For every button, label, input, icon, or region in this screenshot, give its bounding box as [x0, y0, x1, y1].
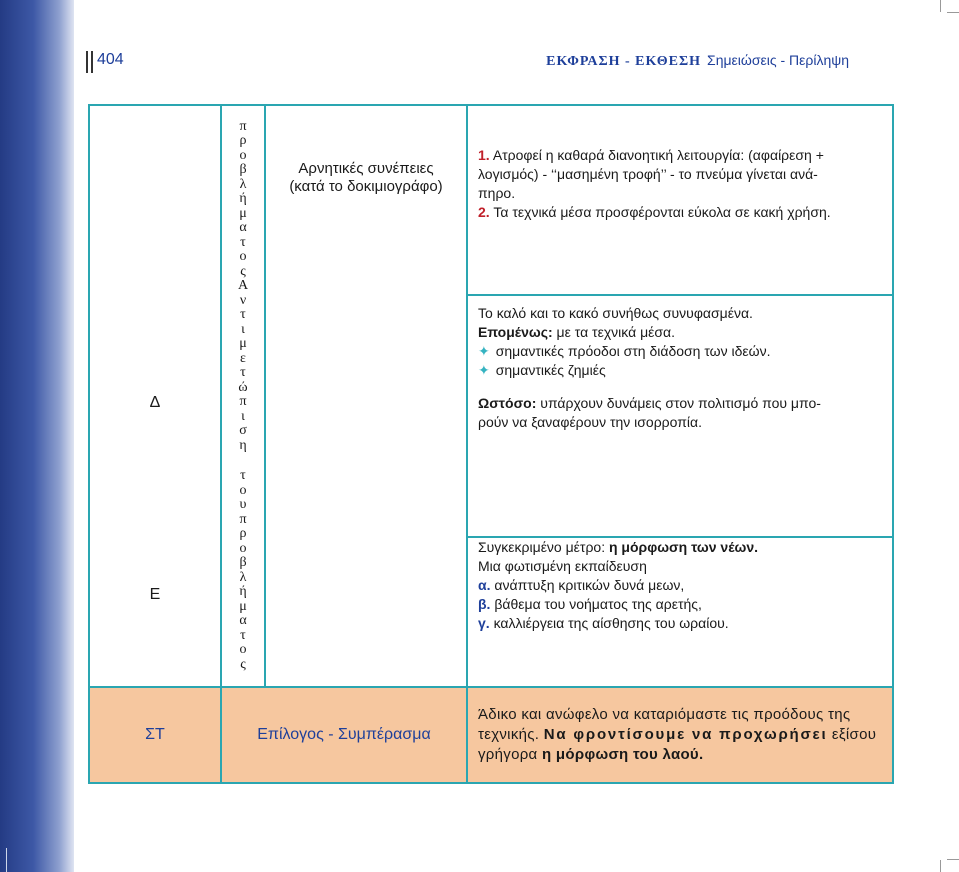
vertical-letter: λ [239, 569, 247, 585]
consequences-cell [467, 105, 893, 295]
crop-mark [947, 12, 959, 13]
bullet-text: σημαντικές πρόοδοι στη διάδοση των ιδεών. [495, 343, 771, 359]
vertical-letter: ε [240, 350, 246, 366]
however-text: ρούν να ξαναφέρουν την ισορροπία. [478, 414, 702, 430]
crop-mark [947, 859, 959, 860]
section-letter-st: ΣΤ [89, 687, 221, 783]
vertical-letter: τ [240, 307, 246, 323]
section-letter-e: Ε [149, 586, 161, 603]
however-text: υπάρχουν δυνάμεις στον πολιτισμό που μπο- [540, 395, 821, 411]
vertical-letter: β [239, 555, 247, 571]
vertical-letter: π [239, 118, 247, 134]
negative-consequences-subheading: (κατά το δοκιμιογράφο) [289, 178, 443, 195]
antithesis-line: με τα τεχνικά μέσα. [556, 324, 676, 340]
running-head-subtitle: Σημειώσεις - Περίληψη [707, 52, 849, 68]
vertical-heading [222, 118, 264, 675]
item-text: λογισμός) - ‘‘μασημένη τροφή’’ - το πνεύμα γίνεται ανά- [478, 166, 818, 182]
list-text: καλλιέργεια της αίσθησης του ωραίου. [493, 615, 729, 631]
list-label: α. [478, 577, 491, 593]
solution-cell [467, 537, 893, 687]
vertical-letter: μ [239, 205, 247, 221]
vertical-letter: η [239, 437, 247, 453]
vertical-letter: Α [237, 278, 249, 294]
section-letter-cell [89, 105, 221, 687]
vertical-letter: τ [240, 365, 246, 381]
epilogue-emphasis: Να φροντίσουμε να προχωρήσει [543, 726, 828, 743]
vertical-letter: ο [239, 147, 247, 163]
solution-line: Συγκεκριμένο μέτρο: [478, 539, 606, 555]
crop-mark [6, 848, 7, 872]
list-text: ανάπτυξη κριτικών δυνά μεων, [494, 577, 685, 593]
item-text: Ατροφεί η καθαρά διανοητική λειτουργία: (αφαίρεση + [492, 147, 824, 163]
vertical-letter: σ [239, 423, 247, 439]
epilogue-heading: Επίλογος - Συμπέρασμα [221, 687, 467, 783]
vertical-letter: ν [239, 292, 247, 308]
vertical-letter: β [239, 162, 247, 178]
epilogue-line: Άδικο και ανώφελο να καταριόμαστε τις προόδους της [478, 706, 851, 723]
vertical-letter: ο [239, 642, 247, 658]
summary-table [88, 104, 894, 784]
vertical-heading-cell [221, 105, 265, 687]
crop-mark [940, 860, 941, 872]
however-label: Ωστόσο: [478, 395, 537, 411]
vertical-letter: τ [240, 627, 246, 643]
vertical-letter: ώ [238, 379, 248, 395]
solution-line: Μια φωτισμένη εκπαίδευση [478, 558, 647, 574]
vertical-letter: ο [239, 249, 247, 265]
diamond-bullet-icon: ✦ [478, 343, 490, 359]
list-text: βάθεμα του νοήματος της αρετής, [494, 596, 702, 612]
vertical-letter: ο [239, 540, 247, 556]
item-text: Τα τεχνικά μέσα προσφέρονται εύκολα σε κακή χρήση. [493, 204, 831, 220]
epilogue-line: εξίσου [831, 726, 877, 743]
decorative-side-band [0, 0, 74, 872]
vertical-letter: λ [239, 176, 247, 192]
list-label: β. [478, 596, 491, 612]
vertical-letter: ή [239, 584, 247, 600]
running-head [546, 52, 849, 70]
antithesis-cell [467, 295, 893, 537]
vertical-letter: ρ [239, 526, 247, 542]
negative-consequences-heading: Αρνητικές συνέπειες [298, 160, 434, 177]
vertical-letter: ς [240, 263, 246, 279]
antithesis-line: Το καλό και το κακό συνήθως συνυφασμένα. [478, 305, 753, 321]
vertical-letter: α [239, 220, 247, 236]
item-number: 2. [478, 204, 490, 220]
vertical-letter: ς [240, 656, 246, 672]
epilogue-cell [467, 687, 893, 783]
list-label: γ. [478, 615, 490, 631]
page-number: 404 [97, 51, 124, 68]
running-head-title: ΕΚΦΡΑΣΗ - ΕΚΘΕΣΗ [546, 54, 702, 69]
vertical-letter: π [239, 394, 247, 410]
vertical-letter: ι [241, 321, 245, 337]
crop-mark [940, 0, 941, 12]
item-text: πηρο. [478, 185, 516, 201]
solution-emphasis: η μόρφωση των νέων. [608, 539, 759, 555]
epilogue-line: τεχνικής. [478, 726, 540, 743]
negative-consequences-heading-cell [265, 105, 467, 687]
vertical-letter: π [239, 511, 247, 527]
vertical-letter: ι [241, 408, 245, 424]
diamond-bullet-icon: ✦ [478, 362, 490, 378]
vertical-letter: μ [239, 336, 247, 352]
vertical-letter: μ [239, 598, 247, 614]
vertical-letter: ρ [239, 133, 247, 149]
bullet-text: σημαντικές ζημιές [495, 362, 606, 378]
section-letter-delta: Δ [149, 394, 161, 411]
vertical-letter: υ [239, 497, 247, 513]
vertical-letter: τ [240, 468, 246, 484]
vertical-letter: τ [240, 234, 246, 250]
therefore-label: Επομένως: [478, 324, 553, 340]
vertical-letter: ή [239, 191, 247, 207]
vertical-letter: ο [239, 482, 247, 498]
vertical-letter: α [239, 613, 247, 629]
item-number: 1. [478, 147, 490, 163]
epilogue-line: γρήγορα [478, 746, 538, 763]
epilogue-emphasis: η μόρφωση του λαού. [542, 746, 704, 763]
